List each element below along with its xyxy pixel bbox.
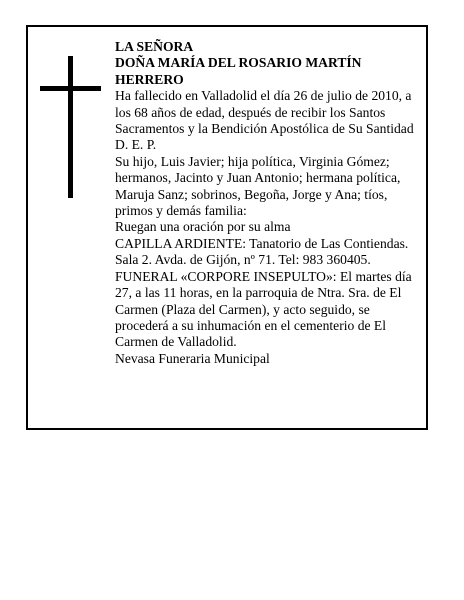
- funeral-home: Nevasa Funeraria Municipal: [115, 350, 270, 366]
- deceased-name: DOÑA MARÍA DEL ROSARIO MARTÍN HERRERO: [115, 55, 362, 87]
- obituary-notice: [26, 25, 428, 430]
- notice-title: LA SEÑORA: [115, 39, 194, 54]
- funeral-info: FUNERAL «CORPORE INSEPULTO»: El martes día 27, a las 11 horas, en la parroquia de Ntra. Sra. de El Carmen (Plaza del Carmen), y acto seguido, se procederá a su inhumación en el cementerio de El Carmen de Valladolid.: [115, 268, 412, 350]
- death-announcement: Ha fallecido en Valladolid el día 26 de julio de 2010, a los 68 años de edad, después de recibir los Santos Sacramentos y la Bendición Apostólica de Su Santidad: [115, 88, 414, 137]
- family-list: Su hijo, Luis Javier; hija política, Virginia Gómez; hermanos, Jacinto y Juan Antonio; hermana política, Maruja Sanz; sobrinos, Begoña, Jorge y Ana; tíos, primos y demás familia:: [115, 153, 401, 219]
- prayer-request: Ruegan una oración por su alma: [115, 219, 291, 235]
- rip-text: D. E. P.: [115, 137, 157, 153]
- obituary-text: [115, 39, 420, 367]
- cross-vertical-bar: [68, 56, 73, 198]
- cross-horizontal-bar: [40, 86, 101, 91]
- chapel-info: CAPILLA ARDIENTE: Tanatorio de Las Contiendas. Sala 2. Avda. de Gijón, nº 71. Tel: 983 360405.: [115, 235, 409, 268]
